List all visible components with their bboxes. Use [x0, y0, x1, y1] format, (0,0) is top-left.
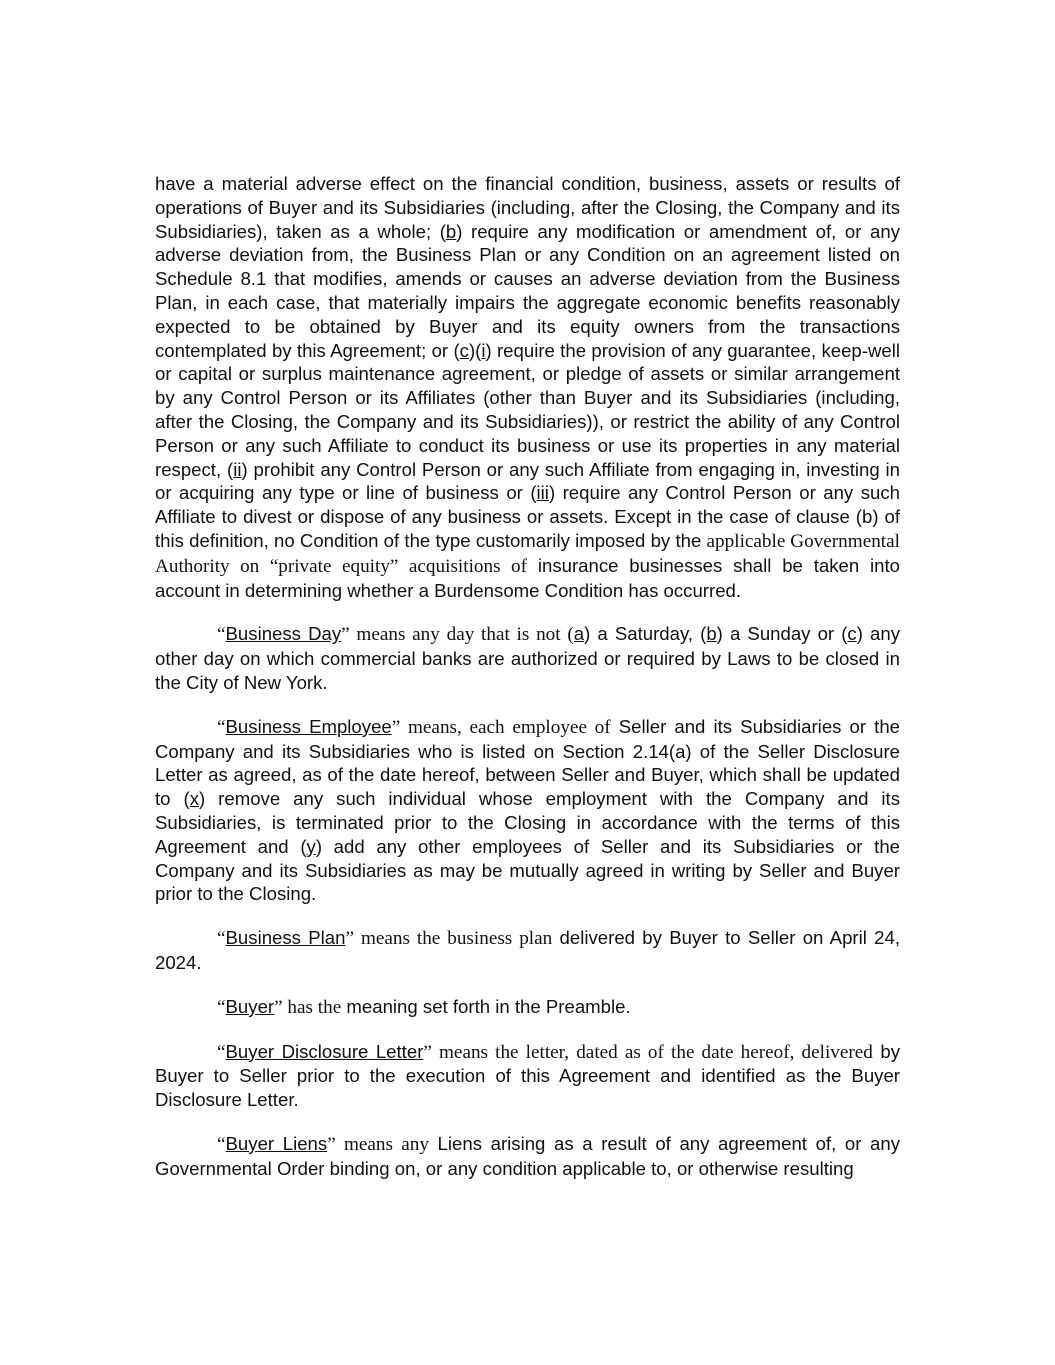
definition-buyer-disclosure-letter: “Buyer Disclosure Letter” means the letter, dated as of the date hereof, delivered by Buyer to Seller prior to the execution of this Agreement and identified as the Buyer Disclosure Letter. — [155, 1040, 900, 1111]
definition-buyer-liens: “Buyer Liens” means any Liens arising as a result of any agreement of, or any Governmental Order binding on, or any condition applicable to, or otherwise resulting — [155, 1132, 900, 1179]
defined-term: Buyer Disclosure Letter — [225, 1040, 424, 1062]
definition-business-day: “Business Day” means any day that is not (a) a Saturday, (b) a Sunday or (c) any other day on which commercial banks are authorized or required by Laws to be closed in the City of New York. — [155, 623, 900, 693]
burdensome-condition-continuation: have a material adverse effect on the financial condition, business, assets or results of operations of Buyer and its Subsidiaries (including, after the Closing, the Company and its Subsidiaries), taken as a whole; (b) require any modification or amendment of, or any adverse deviation from, the Business Plan or any Condition on an agreement listed on Schedule 8.1 that modifies, amends or causes an adverse deviation from the Business Plan, in each case, that materially impairs the aggregate economic benefits reasonably expected to be obtained by Buyer and its equity owners from the transactions contemplated by this Agreement; or (c)(i) require the provision of any guarantee, keep-well or capital or surplus maintenance agreement, or pledge of assets or similar arrangement by any Control Person or its Affiliates (other than Buyer and its Subsidiaries (including, after the Closing, the Company and its Subsidiaries)), or restrict the ability of any Control Person or any such Affiliate to conduct its business or use its properties in any material respect, (ii) prohibit any Control Person or any such Affiliate from engaging in, investing in or acquiring any type or line of business or (iii) require any Control Person or any such Affiliate to divest or dispose of any business or assets. Except in the case of clause (b) of this definition, no Condition of the type customarily imposed by the applicable Governmental Authority on “private equity” acquisitions of insurance businesses shall be taken into account in determining whether a Burdensome Condition has occurred. — [155, 173, 901, 601]
defined-term: Business Employee — [225, 715, 392, 737]
document-body — [155, 172, 900, 1200]
definition-business-employee: “Business Employee” means, each employee of Seller and its Subsidiaries or the Company and its Subsidiaries who is listed on Section 2.14(a) of the Seller Disclosure Letter as agreed, as of the date hereof, between Seller and Buyer, which shall be updated to (x) remove any such individual whose employment with the Company and its Subsidiaries, is terminated prior to the Closing in accordance with the terms of this Agreement and (y) add any other employees of Seller and its Subsidiaries or the Company and its Subsidiaries as may be mutually agreed in writing by Seller and Buyer prior to the Closing. — [155, 715, 901, 905]
definition-business-plan: “Business Plan” means the business plan delivered by Buyer to Seller on April 24, 2024. — [155, 927, 901, 973]
defined-term: Buyer — [225, 995, 275, 1017]
defined-term: Business Plan — [225, 927, 346, 949]
defined-term: Buyer Liens — [225, 1132, 328, 1154]
defined-term: Business Day — [225, 623, 342, 645]
definition-buyer: “Buyer” has the meaning set forth in the Preamble. — [217, 995, 631, 1018]
